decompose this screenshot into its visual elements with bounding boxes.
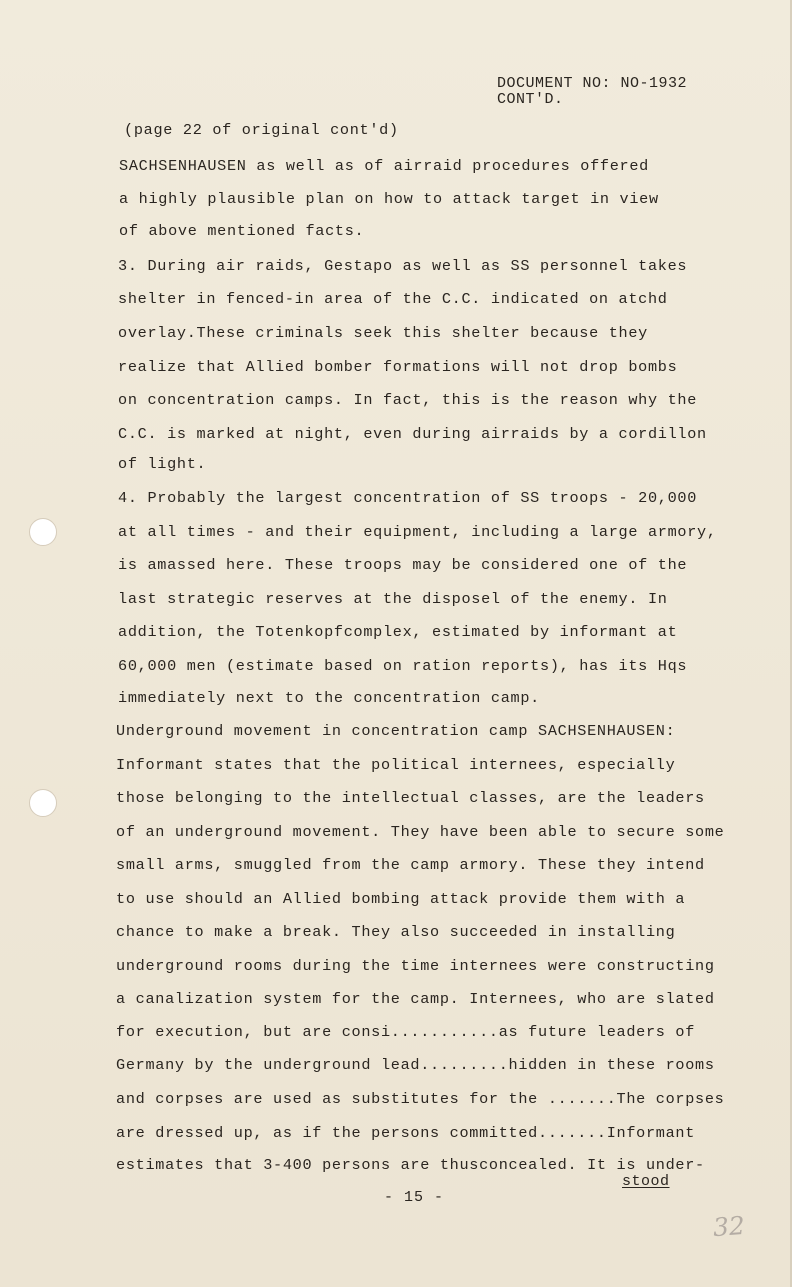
text-line: immediately next to the concentration camp. [118, 689, 541, 707]
document-number: DOCUMENT NO: NO-1932 [497, 75, 688, 92]
text-line: a highly plausible plan on how to attack target in view [119, 190, 659, 208]
continuation-word: stood [622, 1173, 670, 1190]
text-line: realize that Allied bomber formations will not drop bombs [118, 358, 678, 376]
text-line: of light. [118, 455, 207, 473]
text-line: on concentration camps. In fact, this is the reason why the [118, 391, 698, 409]
text-line: chance to make a break. They also succeeded in installing [116, 923, 676, 941]
punch-hole [29, 518, 57, 546]
text-line: underground rooms during the time internees were constructing [116, 957, 715, 975]
text-line: to use should an Allied bombing attack provide them with a [116, 890, 686, 908]
text-line: are dressed up, as if the persons committed.......Informant [116, 1124, 696, 1142]
text-line: addition, the Totenkopfcomplex, estimated by informant at [118, 623, 678, 641]
text-line: Germany by the underground lead.........hidden in these rooms [116, 1056, 715, 1074]
text-line: for execution, but are consi...........as future leaders of [116, 1023, 696, 1041]
text-line: small arms, smuggled from the camp armory. These they intend [116, 856, 705, 874]
text-line: a canalization system for the camp. Internees, who are slated [116, 990, 715, 1008]
text-line: 3. During air raids, Gestapo as well as SS personnel takes [118, 257, 688, 275]
text-line: Informant states that the political internees, especially [116, 756, 676, 774]
text-line: C.C. is marked at night, even during airraids by a cordillon [118, 425, 707, 443]
text-line: Underground movement in concentration camp SACHSENHAUSEN: [116, 722, 676, 740]
text-line: (page 22 of original cont'd) [124, 121, 399, 139]
text-line: at all times - and their equipment, including a large armory, [118, 523, 717, 541]
punch-hole [29, 789, 57, 817]
text-line: and corpses are used as substitutes for the .......The corpses [116, 1090, 725, 1108]
text-line: is amassed here. These troops may be considered one of the [118, 556, 688, 574]
text-line: SACHSENHAUSEN as well as of airraid procedures offered [119, 157, 649, 175]
handwritten-folio-number: 32 [712, 1210, 746, 1243]
text-line: 60,000 men (estimate based on ration reports), has its Hqs [118, 657, 688, 675]
continued-marker: CONT'D. [497, 91, 564, 108]
text-line: of an underground movement. They have been able to secure some [116, 823, 725, 841]
text-line: 4. Probably the largest concentration of SS troops - 20,000 [118, 489, 698, 507]
text-line: overlay.These criminals seek this shelter because they [118, 324, 648, 342]
text-line: estimates that 3-400 persons are thusconcealed. It is under- [116, 1156, 705, 1174]
text-line: of above mentioned facts. [119, 222, 365, 240]
page-number: - 15 - [384, 1189, 445, 1206]
text-line: shelter in fenced-in area of the C.C. indicated on atchd [118, 290, 668, 308]
document-header [497, 76, 687, 108]
text-line: those belonging to the intellectual classes, are the leaders [116, 789, 705, 807]
text-line: last strategic reserves at the disposel of the enemy. In [118, 590, 668, 608]
